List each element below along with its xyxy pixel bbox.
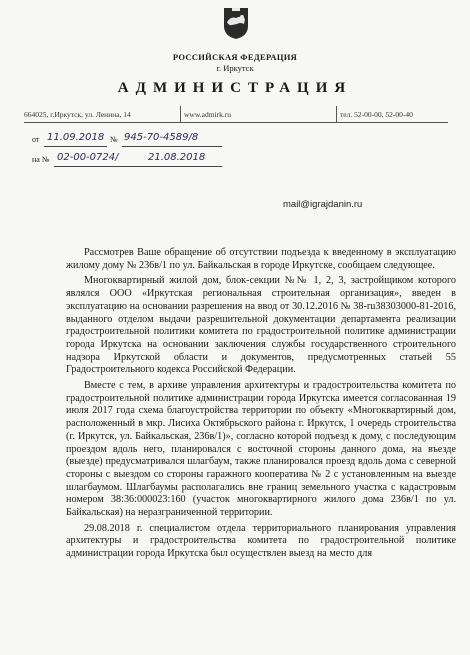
body-paragraph: Рассмотрев Ваше обращение об отсутствии подъезда к введенному в эксплуатацию жилому дому № 236в/1 по ул. Байкальская в городе Иркутске, сообщаем следующее. xyxy=(66,247,456,271)
body-paragraph: 29.08.2018 г. специалистом отдела территориального планирования управления архитектуры и градостроительства комитета по градостроительной политике администрации города Иркутска был осуществлен выезд на место для xyxy=(66,522,456,560)
recipient-email: mail@igrajdanin.ru xyxy=(283,199,363,210)
website: www.admirk.ru xyxy=(184,110,232,119)
from-date-handwritten: 11.09.2018 xyxy=(47,132,105,143)
city-heading: г. Иркутск xyxy=(216,63,254,73)
out-number-handwritten: 945-70-4589/8 xyxy=(124,132,199,143)
in-number-underline xyxy=(54,166,222,167)
divider xyxy=(336,106,337,122)
header-rule xyxy=(24,122,448,123)
out-number-underline xyxy=(122,146,222,147)
body-paragraph: Вместе с тем, в архиве управления архитектуры и градостроительства комитета по градостроительной политике администрации города Иркутска имеется согласованная 19 июля 2017 года схема благоустройства территории по объекту «Многоквартирный дом, расположенный в мкр. Лисиха Октябрьского района г. Иркутск, 1 очередь строительства (г. Иркутск, ул. Байкальская, 236в/1)», согласно которой подъезд к дому, с последующим проездом вдоль него, планировался с восточной стороны данного дома, на въезде (выезде) предусматривался шлагбаум, также планировался проезд вдоль дома с северной стороны с выездом со стороны гаражного кооператива № 2 с установленным на выезде шлагбаумом. Шлагбаумы располагались вне границ земельного участка с кадастровым номером 38:36:000023:160 (участок многоквартирного жилого дома 236в/1 по ул. Байкальская) на неразграниченной территории. xyxy=(66,380,456,519)
in-date-handwritten: 21.08.2018 xyxy=(148,152,206,163)
postal-address: 664025, г.Иркутск, ул. Ленина, 14 xyxy=(24,110,131,119)
in-number-handwritten: 02-00-0724/ xyxy=(57,152,119,163)
divider xyxy=(180,106,181,122)
from-date-underline xyxy=(44,146,107,147)
city-coat-of-arms-icon xyxy=(222,6,250,40)
federation-heading: РОССИЙСКАЯ ФЕДЕРАЦИЯ xyxy=(172,52,298,62)
number-prefix: № xyxy=(110,135,118,144)
from-date-prefix: от xyxy=(32,135,40,144)
administration-title: АДМИНИСТРАЦИЯ xyxy=(117,80,353,96)
in-number-prefix: на № xyxy=(32,155,50,164)
letter-body xyxy=(66,247,456,564)
body-paragraph: Многоквартирный жилой дом, блок-секции №№ 1, 2, 3, застройщиком которого являлся ООО «Иркутская региональная строительная организация», введен в эксплуатацию на основании разрешения на ввод от 30.12.2016 № 38-ru38303000-81-2016, выданного отделом выдачи разрешительной документации департамента реализации градостроительной политики комитета по градостроительной политике администрации города Иркутска на основании заключения службы государственного строительного надзора Иркутской области и документов, предусмотренных статьей 55 Градостроительного кодекса Российской Федерации. xyxy=(66,275,456,376)
phone-numbers: тел. 52-00-00, 52-00-40 xyxy=(340,110,413,119)
